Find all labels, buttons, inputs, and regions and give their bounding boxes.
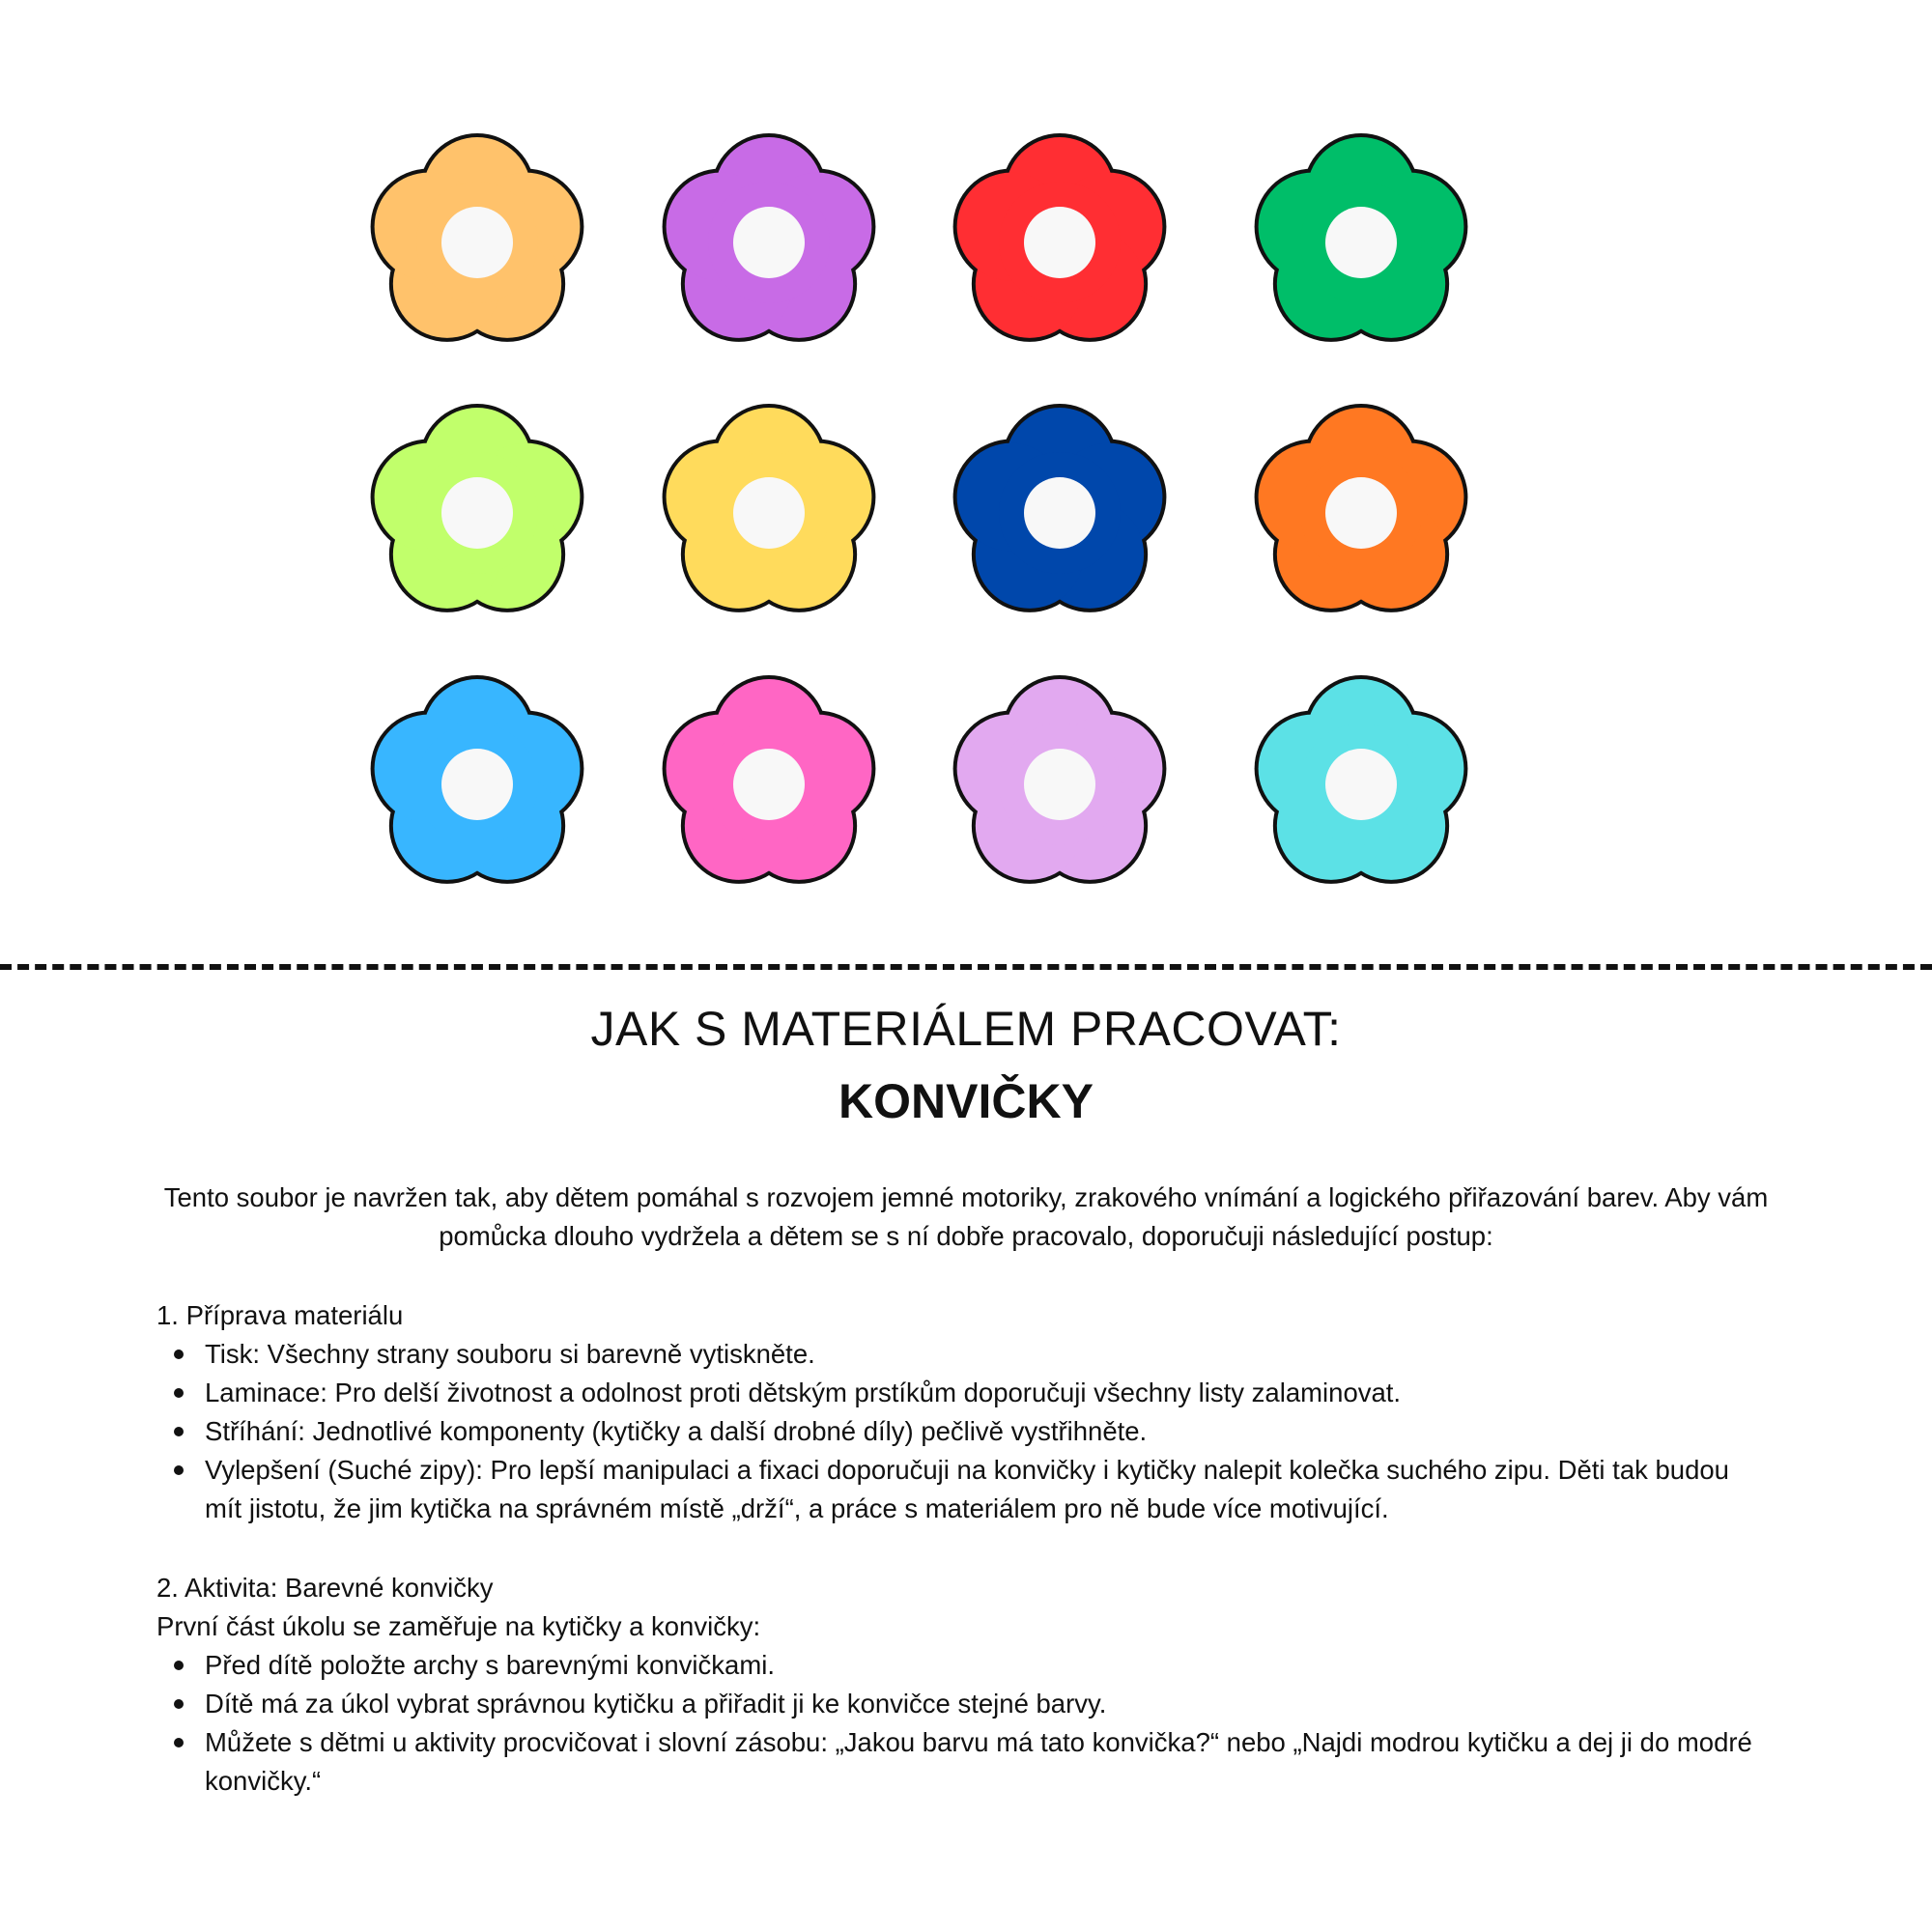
list-item: Před dítě položte archy s barevnými konvičkami.	[205, 1646, 1776, 1685]
flower-center	[441, 207, 513, 278]
bullet-icon	[174, 1465, 184, 1475]
flower-icon	[1255, 404, 1468, 612]
flower-icon	[1255, 133, 1468, 342]
flower-icon	[953, 404, 1167, 612]
page-title: JAK S MATERIÁLEM PRACOVAT:	[590, 1002, 1342, 1056]
flower-center	[733, 207, 805, 278]
flower-center	[441, 749, 513, 820]
flower-icon	[953, 675, 1167, 884]
flower-icon	[371, 404, 584, 612]
list-item: Stříhání: Jednotlivé komponenty (kytičky a další drobné díly) pečlivě vystřihněte.	[205, 1412, 1776, 1451]
preparation-list	[156, 1335, 1776, 1528]
flower-icon	[663, 675, 876, 884]
flower-icon	[371, 133, 584, 342]
flower-center	[1024, 207, 1095, 278]
bullet-icon	[174, 1699, 184, 1709]
flower-center	[441, 477, 513, 549]
bullet-icon	[174, 1388, 184, 1398]
list-item: Laminace: Pro delší životnost a odolnost proti dětským prstíkům doporučuji všechny listy zalaminovat.	[205, 1374, 1776, 1412]
list-item: Můžete s dětmi u aktivity procvičovat i slovní zásobu: „Jakou barvu má tato konvička?“ nebo „Najdi modrou kytičku a dej ji do modré konvičky.“	[205, 1723, 1776, 1801]
section-subtitle-activity: První část úkolu se zaměřuje na kytičky a konvičky:	[156, 1611, 761, 1641]
flower-icon	[663, 133, 876, 342]
intro-paragraph: Tento soubor je navržen tak, aby dětem pomáhal s rozvojem jemné motoriky, zrakového vnímání a logického přiřazování barev. Aby vám pomůcka dlouho vydržela a dětem se s ní dobře pracovalo, doporučuji následující postup:	[163, 1182, 1769, 1251]
section-title-preparation: 1. Příprava materiálu	[156, 1300, 404, 1330]
cut-line-divider	[0, 964, 1932, 970]
flower-center	[1325, 477, 1397, 549]
list-item: Dítě má za úkol vybrat správnou kytičku a přiřadit ji ke konvičce stejné barvy.	[205, 1685, 1776, 1723]
bullet-icon	[174, 1350, 184, 1359]
flower-icon	[953, 133, 1167, 342]
bullet-icon	[174, 1738, 184, 1747]
bullet-icon	[174, 1661, 184, 1670]
flower-center	[1024, 477, 1095, 549]
page-subtitle: KONVIČKY	[838, 1074, 1094, 1128]
bullet-icon	[174, 1427, 184, 1436]
instructions	[156, 1179, 1776, 1801]
flower-center	[1024, 749, 1095, 820]
activity-list	[156, 1646, 1776, 1801]
flower-icon	[663, 404, 876, 612]
flower-center	[1325, 749, 1397, 820]
flower-icon	[371, 675, 584, 884]
flower-icon	[1255, 675, 1468, 884]
flower-center	[1325, 207, 1397, 278]
section-title-activity: 2. Aktivita: Barevné konvičky	[156, 1573, 494, 1603]
flower-center	[733, 477, 805, 549]
list-item: Vylepšení (Suché zipy): Pro lepší manipulaci a fixaci doporučuji na konvičky i kytičky nalepit kolečka suchého zipu. Děti tak budou mít jistotu, že jim kytička na správném místě „drží“, a práce s materiálem pro ně bude více motivující.	[205, 1451, 1776, 1528]
list-item: Tisk: Všechny strany souboru si barevně vytiskněte.	[205, 1335, 1776, 1374]
flower-center	[733, 749, 805, 820]
